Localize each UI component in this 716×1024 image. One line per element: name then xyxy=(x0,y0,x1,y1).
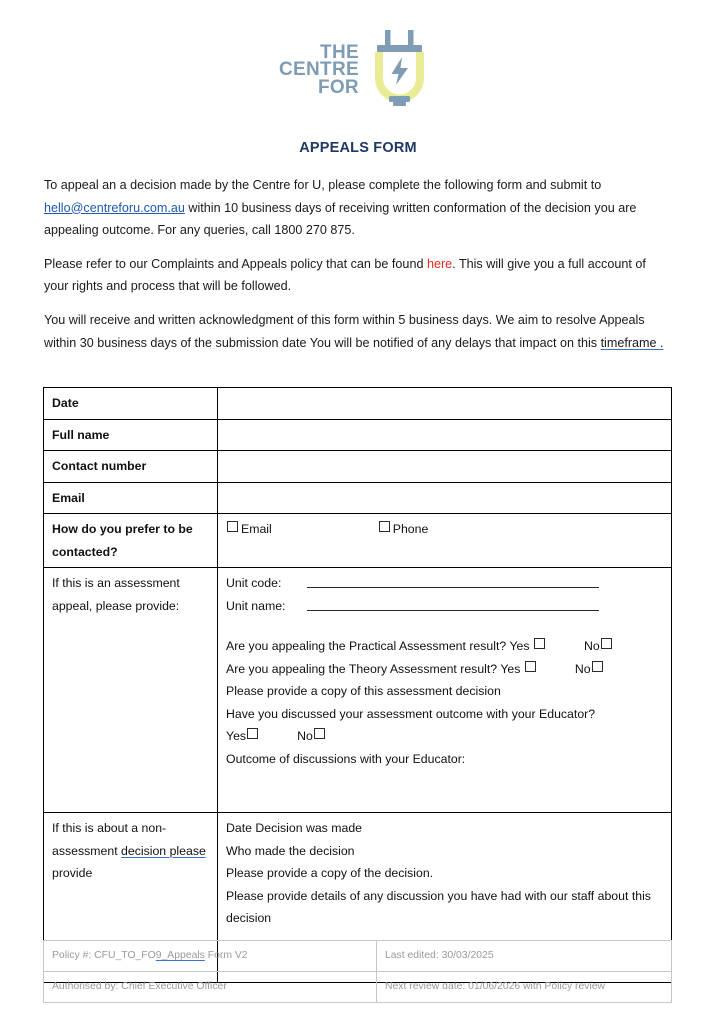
row-label-contact-preference: How do you prefer to be contacted? xyxy=(44,514,218,568)
email-link[interactable]: hello@centreforu.com.au xyxy=(44,200,185,215)
grammar-flag-policy-id: 9_Appeals xyxy=(155,950,205,961)
assessment-spacer xyxy=(226,617,664,635)
intro-p3-text: You will receive and written acknowledgment of this form within 5 business days. We aim to resolve Appeals within 30 business days of the submission date You will be notified of any delays that impact on this xyxy=(44,312,645,350)
grammar-flag-decision-please: decision please xyxy=(121,843,206,858)
unit-name-input[interactable] xyxy=(307,598,599,611)
unit-code-line xyxy=(226,572,664,595)
checkbox-prefer-email[interactable] xyxy=(227,521,238,532)
practical-no-label: No xyxy=(583,639,600,653)
row-input-date[interactable] xyxy=(218,388,672,420)
footer-row-authorisation xyxy=(44,972,672,1003)
discussed-yes-label: Yes xyxy=(226,729,247,743)
checkbox-practical-no[interactable] xyxy=(601,638,612,649)
table-row-email xyxy=(44,482,672,514)
row-input-fullname[interactable] xyxy=(218,419,672,451)
table-row-contact-number xyxy=(44,451,672,483)
footer-policy-prefix: Policy #: CFU_TO_FO xyxy=(52,950,156,961)
row-label-email: Email xyxy=(44,482,218,514)
logo-wordmark xyxy=(279,41,359,98)
checkbox-theory-no[interactable] xyxy=(592,661,603,672)
footer-row-policy xyxy=(44,941,672,972)
intro-p1-text-before: To appeal an a decision made by the Centre for U, please complete the following form and submit to xyxy=(44,178,602,192)
decision-maker-label: Who made the decision xyxy=(226,843,355,858)
intro-copy xyxy=(44,174,672,365)
theory-result-question: Are you appealing the Theory Assessment result? Yes xyxy=(226,661,521,676)
logo-line-the: THE xyxy=(320,41,359,63)
checkbox-theory-yes[interactable] xyxy=(525,661,536,672)
practical-result-question: Are you appealing the Practical Assessment result? Yes xyxy=(226,639,530,653)
educator-outcome-input[interactable] xyxy=(226,770,664,808)
unit-code-label: Unit code: xyxy=(226,576,282,590)
grammar-flag-timeframe: timeframe . xyxy=(600,335,664,350)
unit-name-line xyxy=(226,595,664,618)
checkbox-label-email: Email xyxy=(241,522,272,536)
nonassessment-label-part1: If this is about a non-assessment xyxy=(52,821,167,858)
company-logo xyxy=(0,22,716,118)
row-input-contact-preference xyxy=(218,514,672,568)
row-label-fullname: Full name xyxy=(44,419,218,451)
logo-line-centre: CENTRE xyxy=(279,59,359,81)
intro-p2-text-after: . This will give you a full account of your rights and process that will be followed. xyxy=(44,256,646,294)
footer-policy-suffix: Form V2 xyxy=(204,950,248,961)
document-footer-table xyxy=(43,940,672,1003)
table-row-fullname xyxy=(44,419,672,451)
decision-date-label: Date Decision was made xyxy=(226,821,363,835)
unit-name-label: Unit name: xyxy=(226,598,286,613)
intro-p1-text-after: within 10 business days of receiving written conformation of the decision you are appealing outcome. For any queries, call 1800 270 875. xyxy=(44,200,637,238)
intro-p2-text-before: Please refer to our Complaints and Appeals policy that can be found xyxy=(44,256,427,271)
logo-line-for: FOR xyxy=(317,76,359,98)
footer-authorised-by: Authorised by: Chief Executive Officer xyxy=(44,972,377,1003)
page-title: APPEALS FORM xyxy=(299,140,417,156)
footer-last-edited: Last edited: 30/03/2025 xyxy=(377,941,672,972)
checkbox-discussed-yes[interactable] xyxy=(247,728,258,739)
intro-paragraph-3 xyxy=(44,309,672,354)
unit-code-input[interactable] xyxy=(307,575,599,588)
decision-details-instruction: Please provide details of any discussion you have had with our staff about this decision xyxy=(226,888,651,925)
footer-next-review: Next review date: 01/06/2026 with Policy review xyxy=(377,972,672,1003)
theory-result-line xyxy=(226,658,664,681)
intro-paragraph-1 xyxy=(44,174,672,242)
educator-discussion-options xyxy=(226,725,664,748)
educator-discussion-question: Have you discussed your assessment outcome with your Educator? xyxy=(226,706,596,721)
decision-copy-instruction: Please provide a copy of the decision. xyxy=(226,866,434,880)
row-input-assessment-appeal xyxy=(218,568,672,813)
plug-icon xyxy=(363,26,437,114)
table-row-contact-preference xyxy=(44,514,672,568)
table-row-assessment-appeal xyxy=(44,568,672,813)
row-label-contact-number: Contact number xyxy=(44,451,218,483)
assessment-copy-instruction: Please provide a copy of this assessment decision xyxy=(226,684,501,698)
checkbox-prefer-phone[interactable] xyxy=(379,521,390,532)
checkbox-practical-yes[interactable] xyxy=(534,638,545,649)
checkbox-discussed-no[interactable] xyxy=(314,728,325,739)
practical-result-line xyxy=(226,635,664,658)
footer-policy-number xyxy=(44,941,377,972)
table-row-date xyxy=(44,388,672,420)
checkbox-label-phone: Phone xyxy=(392,522,429,536)
policy-here-link[interactable]: here xyxy=(426,256,453,271)
educator-outcome-label: Outcome of discussions with your Educator: xyxy=(226,751,466,766)
theory-no-label: No xyxy=(574,661,591,676)
appeals-form-table xyxy=(43,387,672,983)
nonassessment-label-part2: provide xyxy=(52,866,93,880)
row-label-assessment-appeal: If this is an assessment appeal, please provide: xyxy=(44,568,218,813)
discussed-no-label: No xyxy=(297,729,313,743)
row-input-contact-number[interactable] xyxy=(218,451,672,483)
intro-paragraph-2 xyxy=(44,253,672,298)
row-input-email[interactable] xyxy=(218,482,672,514)
row-label-date: Date xyxy=(44,388,218,420)
